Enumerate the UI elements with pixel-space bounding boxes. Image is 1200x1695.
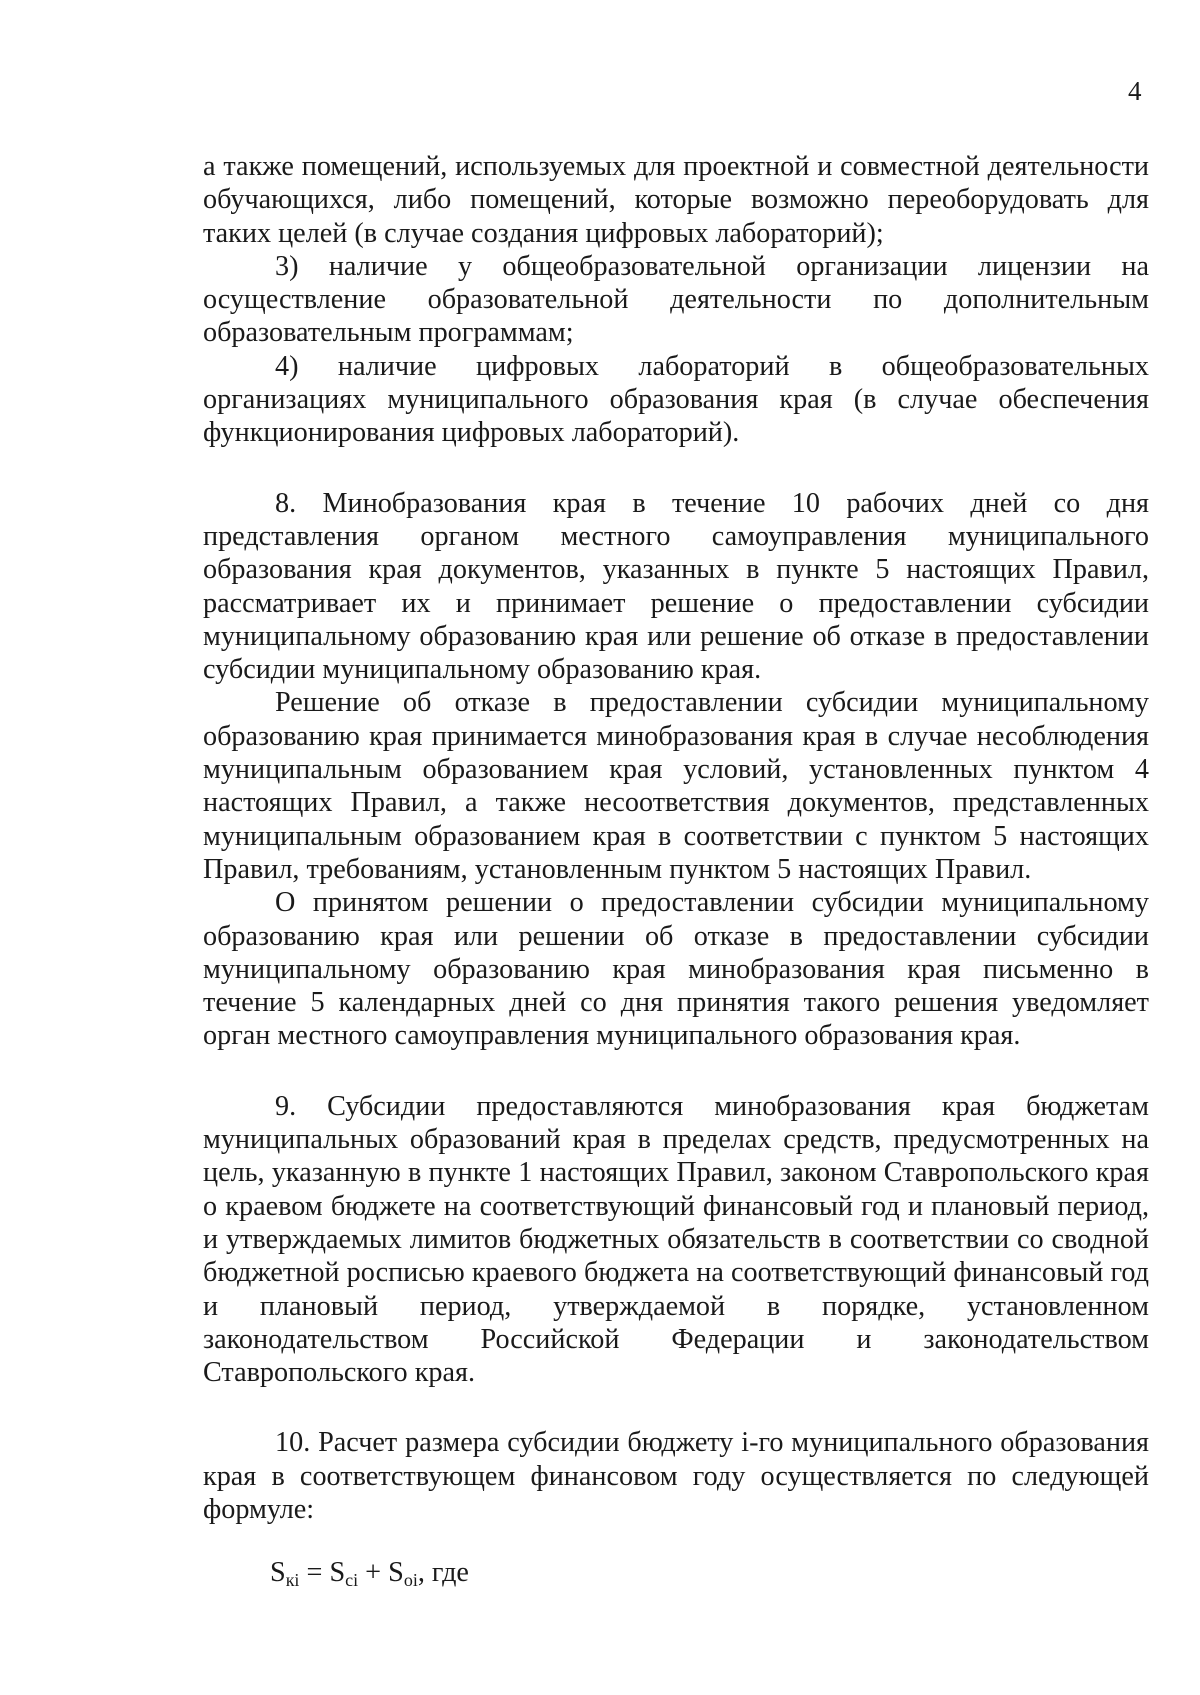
- paragraph-refusal-decision: Решение об отказе в предоставлении субсидии муниципальному образованию края принимается минобразования края в случае несоблюдения муниципальным образованием края условий, установленных пунктом 4 настоящих Правил, а также несоответствия документов, представленных муниципальным образованием края в соответствии с пунктом 5 настоящих Правил, требованиям, установленным пунктом 5 настоящих Правил.: [203, 687, 1149, 885]
- formula-term-2: S: [388, 1557, 404, 1589]
- paragraph-notification: О принятом решении о предоставлении субсидии муниципальному образованию края или решении об отказе в предоставлении субсидии муниципальному образованию края минобразования края письменно в течение 5 календарных дней со дня принятия такого решения уведомляет орган местного самоуправления муниципального образования края.: [203, 887, 1149, 1052]
- formula-equals: =: [299, 1557, 330, 1589]
- paragraph-clause-9: 9. Субсидии предоставляются минобразования края бюджетам муниципальных образований края в пределах средств, предусмотренных на цель, указанную в пункте 1 настоящих Правил, законом Ставропольского края о краевом бюджете на соответствующий финансовый год и плановый период, и утверждаемых лимитов бюджетных обязательств в соответствии со сводной бюджетной росписью краевого бюджета на соответствующий финансовый год и плановый период, утверждаемой в порядке, установленном законодательством Российской Федерации и законодательством Ставропольского края.: [203, 1090, 1149, 1389]
- formula-lhs: S: [270, 1557, 286, 1589]
- formula-term-2-subscript: oi: [403, 1570, 418, 1591]
- formula-plus: +: [358, 1557, 389, 1589]
- paragraph-item-3: 3) наличие у общеобразовательной организации лицензии на осуществление образовательной деятельности по дополнительным образовательным программам;: [203, 250, 1149, 349]
- paragraph-item-4: 4) наличие цифровых лабораторий в общеобразовательных организациях муниципального образования края (в случае обеспечения функционирования цифровых лабораторий).: [203, 350, 1149, 449]
- paragraph-continuation: а также помещений, используемых для проектной и совместной деятельности обучающихся, либо помещений, которые возможно переоборудовать для таких целей (в случае создания цифровых лабораторий);: [203, 151, 1149, 249]
- formula-term-1: S: [329, 1557, 346, 1589]
- formula-lhs-subscript: кi: [285, 1570, 300, 1591]
- paragraph-clause-8: 8. Минобразования края в течение 10 рабочих дней со дня представления органом местного самоуправления муниципального образования края документов, указанных в пункте 5 настоящих Правил, рассматривает их и принимает решение о предоставлении субсидии муниципальному образованию края или решение об отказе в предоставлении субсидии муниципальному образованию края.: [203, 487, 1149, 686]
- formula-tail: , где: [417, 1557, 469, 1589]
- paragraph-clause-10: 10. Расчет размера субсидии бюджету i-го муниципального образования края в соответствующем финансовом году осуществляется по следующей формуле:: [203, 1427, 1149, 1525]
- formula-term-1-subscript: ci: [345, 1570, 359, 1591]
- document-body: [203, 150, 1149, 1590]
- subsidy-formula: [270, 1556, 1149, 1589]
- page-number: 4: [1128, 76, 1142, 106]
